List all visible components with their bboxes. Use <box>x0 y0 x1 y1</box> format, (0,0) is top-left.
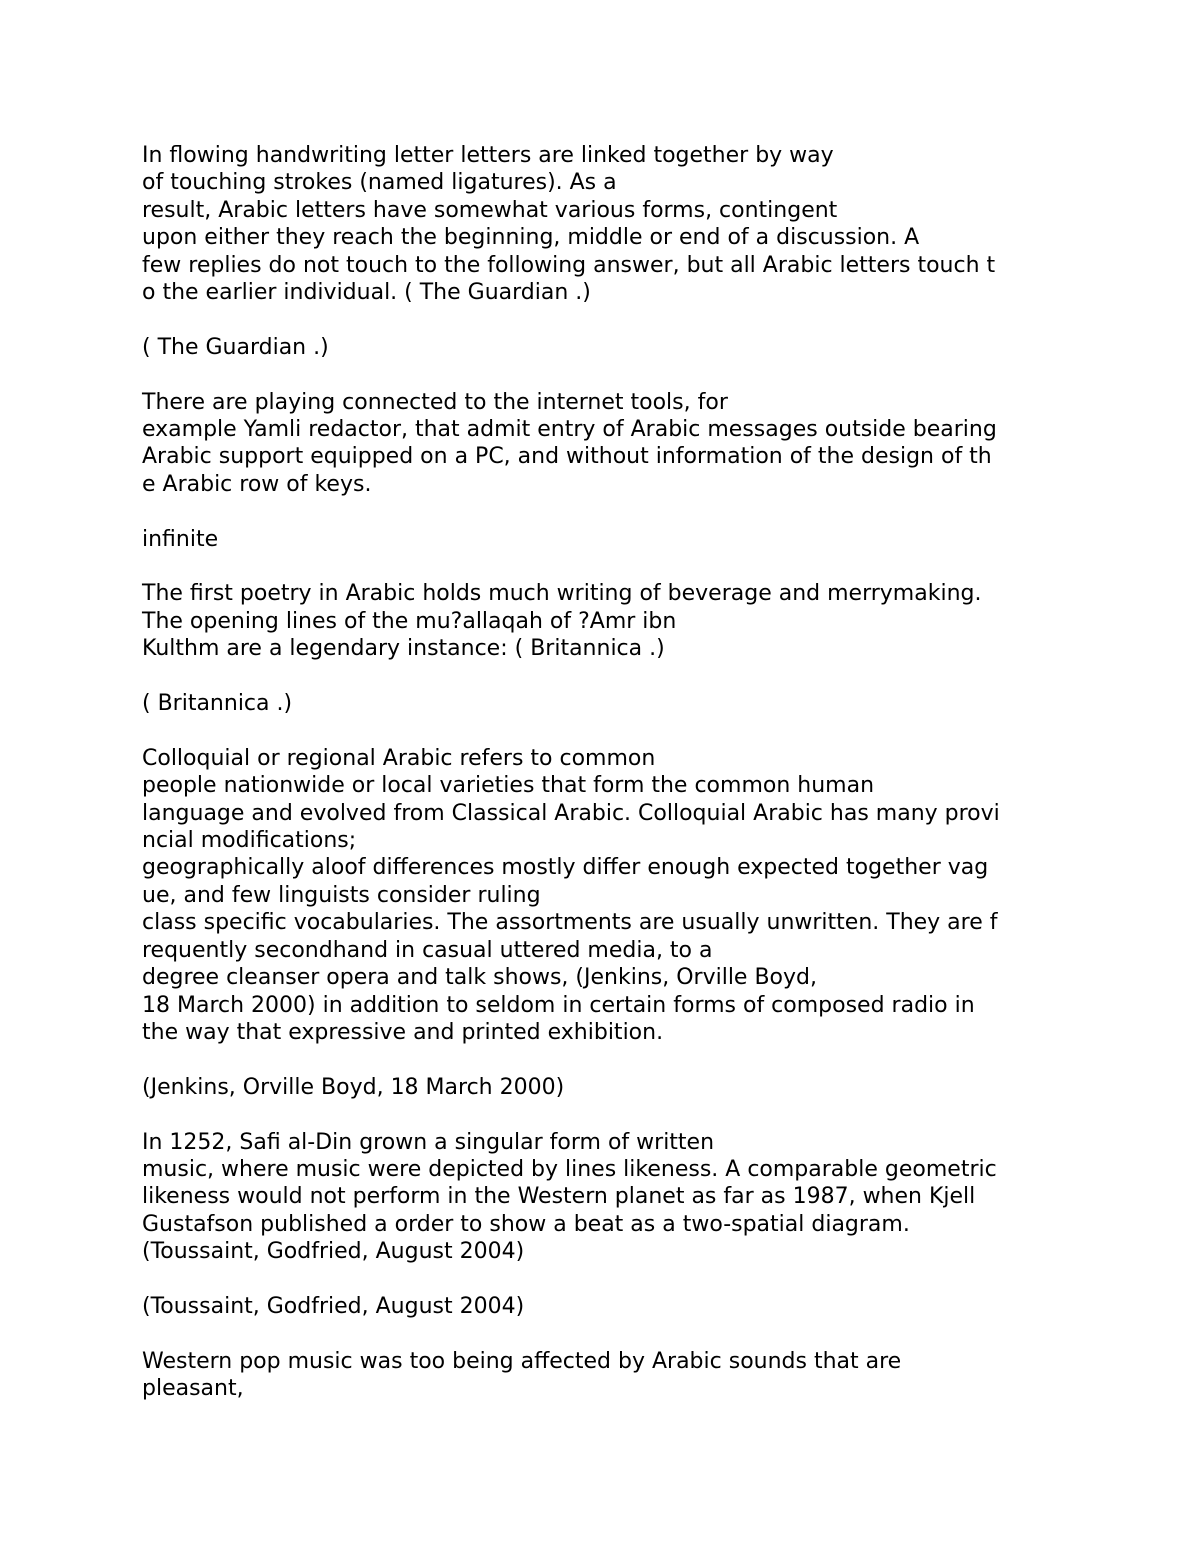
text-line: the way that expressive and printed exhibition. <box>142 1019 664 1045</box>
text-line: Arabic support equipped on a PC, and without information of the design of th <box>142 444 992 470</box>
text-line: ( The Guardian .) <box>142 334 329 360</box>
text-line: There are playing connected to the internet tools, for <box>142 389 728 415</box>
text-line: Colloquial or regional Arabic refers to common <box>142 745 656 771</box>
text-line: example Yamli redactor, that admit entry of Arabic messages outside bearing <box>142 417 997 443</box>
text-line: likeness would not perform in the Western planet as far as 1987, when Kjell <box>142 1184 976 1210</box>
text-line: In flowing handwriting letter letters are linked together by way <box>142 143 834 168</box>
text-line: o the earlier individual. ( The Guardian .) <box>142 280 591 306</box>
text-line: ue, and few linguists consider ruling <box>142 882 541 908</box>
paragraph <box>142 334 1072 361</box>
text-line: Kulthm are a legendary instance: ( Britannica .) <box>142 636 665 662</box>
paragraph <box>142 1129 1072 1266</box>
text-line: The opening lines of the mu?allaqah of ?Amr ibn <box>142 608 677 634</box>
text-line: requently secondhand in casual uttered media, to a <box>142 937 713 963</box>
text-line: result, Arabic letters have somewhat various forms, contingent <box>142 197 838 223</box>
text-line: upon either they reach the beginning, middle or end of a discussion. A <box>142 225 920 251</box>
text-line: (Toussaint, Godfried, August 2004) <box>142 1239 525 1265</box>
paragraph <box>142 526 1072 553</box>
paragraph <box>142 1074 1072 1101</box>
text-line: In 1252, Safi al-Din grown a singular form of written <box>142 1129 715 1155</box>
text-line: (Toussaint, Godfried, August 2004) <box>142 1293 525 1319</box>
text-line: Gustafson published a order to show a beat as a two-spatial diagram. <box>142 1211 910 1237</box>
document-body <box>142 142 1072 1430</box>
text-line: ncial modifications; <box>142 828 357 854</box>
text-line: ( Britannica .) <box>142 691 293 717</box>
text-line: class specific vocabularies. The assortments are usually unwritten. They are f <box>142 910 998 936</box>
text-line: Western pop music was too being affected by Arabic sounds that are <box>142 1348 902 1374</box>
text-line: of touching strokes (named ligatures). As a <box>142 170 617 196</box>
text-line: geographically aloof differences mostly differ enough expected together vag <box>142 855 989 881</box>
text-line: (Jenkins, Orville Boyd, 18 March 2000) <box>142 1074 565 1100</box>
text-line: music, where music were depicted by lines likeness. A comparable geometric <box>142 1156 997 1182</box>
paragraph <box>142 690 1072 717</box>
text-line: degree cleanser opera and talk shows, (Jenkins, Orville Boyd, <box>142 965 817 991</box>
text-line: few replies do not touch to the following answer, but all Arabic letters touch t <box>142 252 996 278</box>
text-line: language and evolved from Classical Arabic. Colloquial Arabic has many provi <box>142 800 1000 826</box>
paragraph <box>142 1293 1072 1320</box>
paragraph <box>142 142 1072 306</box>
text-line: The first poetry in Arabic holds much writing of beverage and merrymaking. <box>142 581 982 607</box>
paragraph <box>142 1348 1072 1403</box>
paragraph <box>142 745 1072 1046</box>
text-line: e Arabic row of keys. <box>142 471 372 497</box>
paragraph <box>142 580 1072 662</box>
text-line: people nationwide or local varieties that form the common human <box>142 773 875 799</box>
text-line: infinite <box>142 526 219 552</box>
text-line: 18 March 2000) in addition to seldom in certain forms of composed radio in <box>142 992 975 1018</box>
text-line: pleasant, <box>142 1376 244 1402</box>
paragraph <box>142 389 1072 499</box>
